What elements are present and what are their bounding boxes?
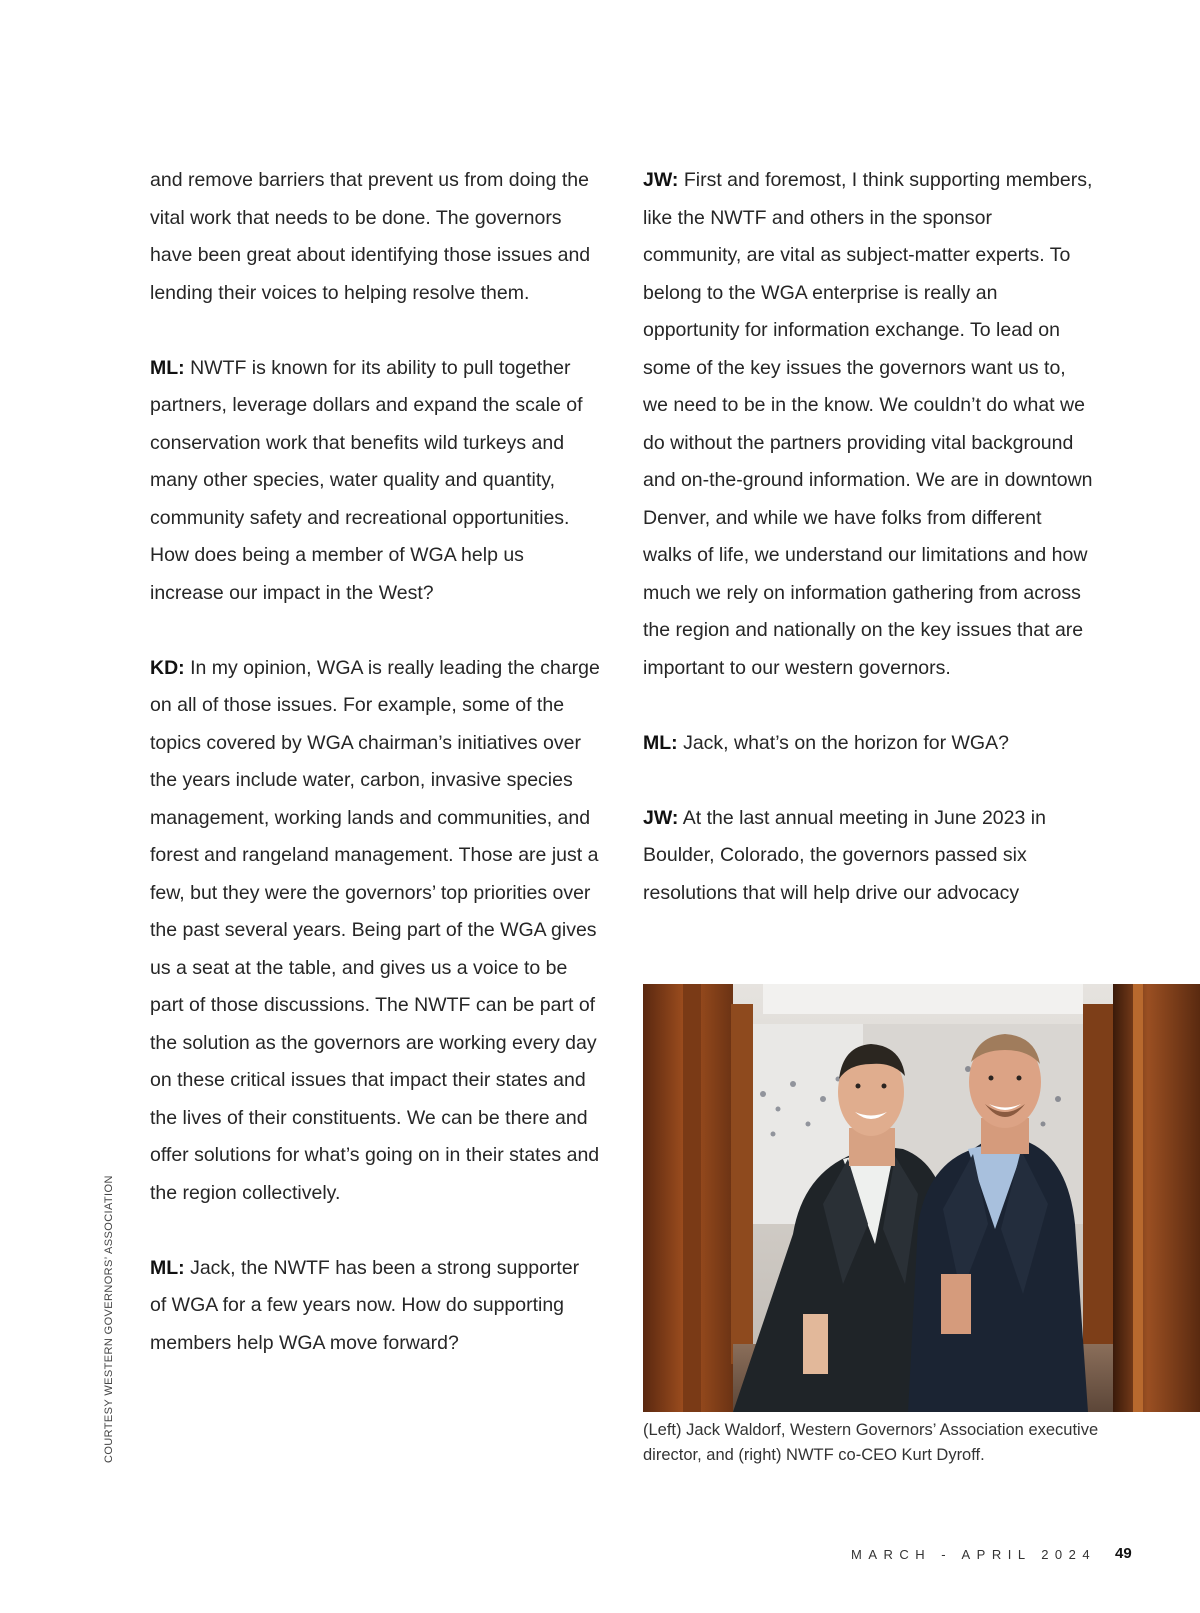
photo-credit: COURTESY WESTERN GOVERNORS’ ASSOCIATION: [103, 1175, 115, 1463]
paragraph-text: First and foremost, I think supporting members, like the NWTF and others in the sponsor community, are vital as subject-matter experts. To belong to the WGA enterprise is really an opportunity for information exchange. To lead on some of the key issues the governors want us to, we need to be in the know. We couldn’t do what we do without the partners providing vital background and on-the-ground information. We are in downtown Denver, and while we have folks from different walks of life, we understand our limitations and how much we rely on information gathering from across the region and nationally on the key issues that are important to our western governors.: [643, 169, 1093, 679]
photo-illustration: [643, 984, 1200, 1412]
speaker-label: ML:: [150, 1256, 185, 1279]
speaker-label: JW:: [643, 169, 679, 191]
paragraph-text: At the last annual meeting in June 2023 in Boulder, Colorado, the governors passed six resolutions that will help drive our advocacy: [643, 806, 1046, 904]
photo: [643, 984, 1200, 1412]
issue-date: MARCH - APRIL 2024: [851, 1547, 1097, 1562]
speaker-label: KD:: [150, 656, 185, 679]
page-number: 49: [1115, 1545, 1132, 1562]
paragraph-text: and remove barriers that prevent us from doing the vital work that needs to be done. The governors have been great about identifying those issues and lending their voices to helping resolve them.: [150, 169, 591, 304]
paragraph-text: In my opinion, WGA is really leading the charge on all of those issues. For example, some of the topics covered by WGA chairman’s initiatives over the years include water, carbon, invasive species management, working lands and communities, and forest and rangeland management. Those are just a few, but they were the governors’ top priorities over the past several years. Being part of the WGA gives us a seat at the table, and gives us a voice to be part of those discussions. The NWTF can be part of the solution as the governors are working every day on these critical issues that impact their states and the lives of their constituents. We can be there and offer solutions for what’s going on in their states and the region collectively.: [150, 656, 600, 1204]
speaker-label: ML:: [150, 356, 185, 379]
paragraph-text: Jack, the NWTF has been a strong supporter of WGA for a few years now. How do supporting members help WGA move forward?: [150, 1256, 580, 1354]
paragraph: [643, 725, 1093, 763]
speaker-label: JW:: [643, 806, 679, 829]
paragraph: [643, 162, 1093, 687]
paragraph: [643, 800, 1093, 913]
paragraph: [150, 350, 600, 613]
paragraph: [150, 650, 600, 1213]
paragraph-text: NWTF is known for its ability to pull together partners, leverage dollars and expand the scale of conservation work that benefits wild turkeys and many other species, water quality and quantity, community safety and recreational opportunities. How does being a member of WGA help us increase our impact in the West?: [150, 356, 583, 604]
right-column: [643, 162, 1093, 950]
paragraph: [150, 1250, 600, 1363]
photo-caption: (Left) Jack Waldorf, Western Governors’ Association executive director, and (right) NWTF co-CEO Kurt Dyroff.: [643, 1421, 1099, 1464]
paragraph: [150, 162, 600, 312]
speaker-label: ML:: [643, 731, 678, 754]
paragraph-text: Jack, what’s on the horizon for WGA?: [683, 731, 1009, 754]
left-column: [150, 162, 600, 1400]
